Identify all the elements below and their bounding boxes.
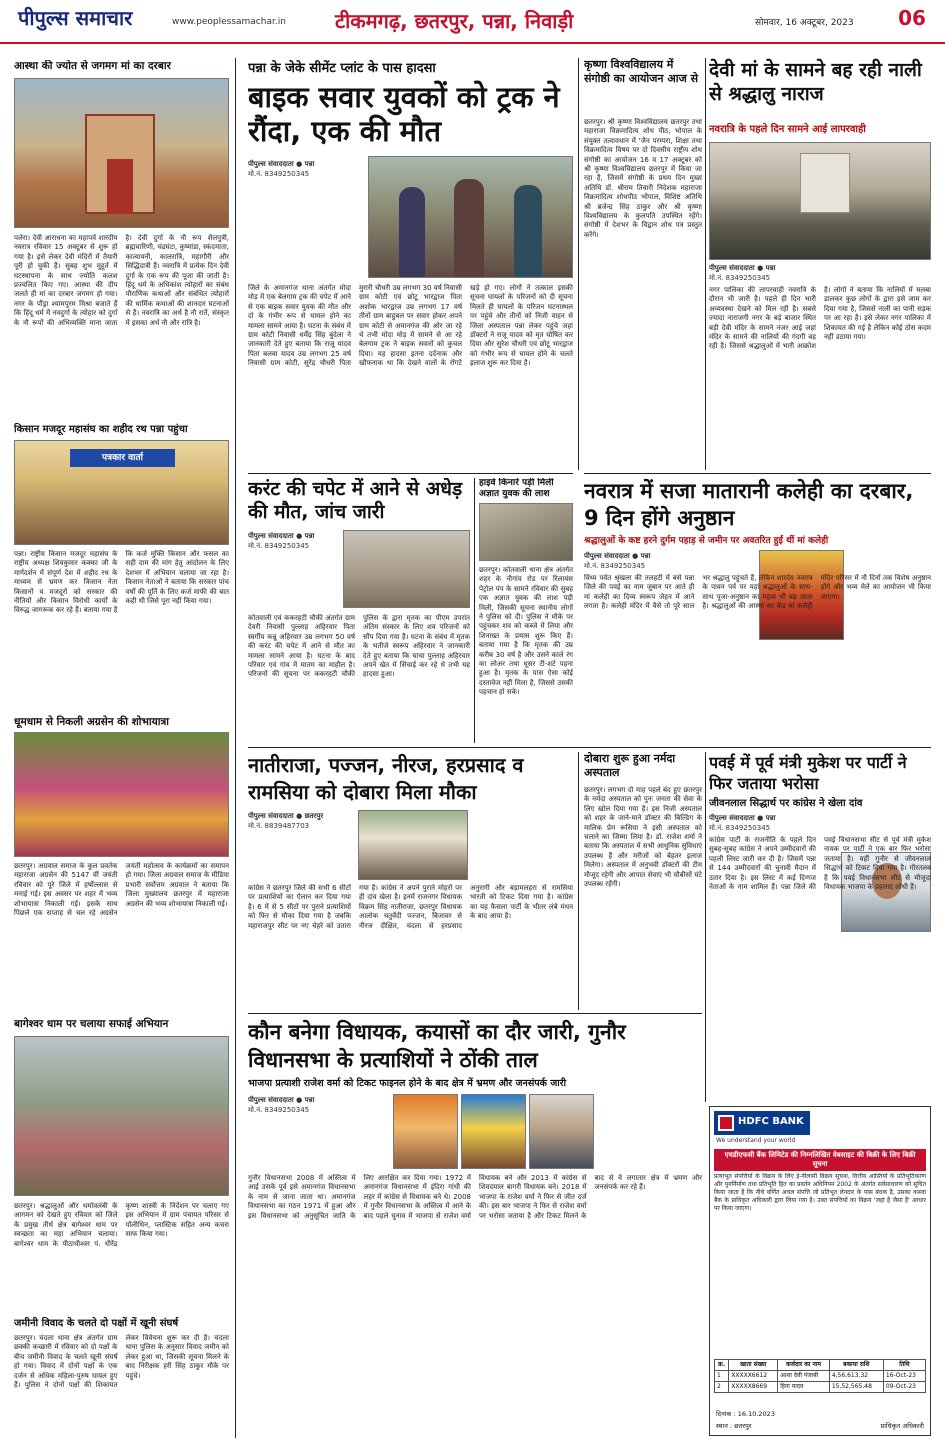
body-dispute: छतरपुर। चंदला थाना क्षेत्र अंतर्गत ग्राम छक्की कच्छारी में रविवार को दो पक्षों के बीच जमीनी विवाद के चलते खूनी संघर्ष हो गया। विवाद में दोनों पक्षों के एक दर्जन से अधिक महिला-पुरुष घायल हुए हैं। पुलिस ने दोनों पक्षों की शिकायत लेकर विवेचना शुरू कर दी है। चंदला थाना पुलिस के अनुसार विवाद जमीन को लेकर हुआ था, जिसकी सूचना मिलने के बाद निरीक्षक हरी सिंह ठाकुर मौके पर पहुंचे। [14, 1334, 229, 1390]
kalehi-story [584, 478, 931, 743]
divider-current [474, 478, 475, 743]
drain-body: नगर पालिका की लापरवाही नवरात्रि के दौरान भी जारी है। पहले ही दिन भारी अव्यवस्था देखने को मिल रही है। सबसे ज्यादा नाराजगी नगर के बड़े बाजार स्थित बड़ी देवी मंदिर के सामने नजर आई जहां मंदिर के सामने की नालियों की गंदगी बह रही है। जिससे श्रद्धालुओं में भारी आक्रोश है। लोगों ने बताया कि नालियों में मलबा डालकर कुछ लोगों के द्वारा इसे जाम कर दिया गया है, जिससे नाली का पानी सड़क पर आ रहा है। इसे लेकर नगर पालिका में शिकायत की गई है लेकिन कोई ठोस कदम नहीं उठाया गया। [709, 286, 931, 351]
guna-subhead: भाजपा प्रत्याशी राजेश वर्मा को टिकट फाइनल होने के बाद क्षेत्र में भ्रमण और जनसंपर्क जारी [248, 1078, 567, 1089]
ad-date: दिनांक : 16.10.2023 [716, 1410, 775, 1418]
pawai-headline: पवई में पूर्व मंत्री मुकेश पर पार्टी ने फिर जताया भरोसा [709, 753, 907, 793]
divider-col3 [578, 58, 579, 470]
drain-headline: देवी मां के सामने बह रही नाली से श्रद्धालु नाराज [709, 59, 922, 105]
body-bageshwar: छतरपुर। श्रद्धालुओं और धर्मावलंबी के आगमन को देखते हुए रविवार को जिले के प्रमुख तीर्थ क्षेत्र बागेश्वर धाम पर स्वच्छता का महा अभियान चलाया। बागेश्वर धाम के पीठाधीश्वर पं. धीरेंद्र कृष्ण शास्त्री के निर्देशन पर चलाए गए इस अभियान में ग्राम पंचायत परिसर से पॉलीथिन, प्लास्टिक सहित अन्य कचरा साफ किया गया। [14, 1202, 229, 1248]
ad-th-2: कर्जदार का नाम [778, 1360, 830, 1371]
tickets-story [248, 752, 573, 1010]
ad-signature: प्राधिकृत अधिकारी [880, 1422, 924, 1430]
ad-cell: 15,52,565.48 [829, 1382, 883, 1393]
ad-cell: 2 [715, 1382, 729, 1393]
photo-congress [358, 810, 468, 880]
ad-th-4: तिथि [883, 1360, 925, 1371]
krishna-headline: कृष्णा विश्वविद्यालय में संगोष्ठी का आयोजन आज से [584, 58, 698, 85]
lead-story [248, 58, 573, 470]
pawai-subhead: जीवनलाल सिद्धार्थ पर कांग्रेस ने खेला दांव [709, 798, 863, 809]
guna-body: गुनौर विधानसभा 2008 में अस्तित्व में आई उसके पूर्व इसे अमानगंज विधानसभा के नाम से जाना जाता था। अमानगंज विधानसभा का गठन 1971 में हुआ और इस विधानसभा को अनुसूचित जाति के लिए आरक्षित कर दिया गया। 1972 में अमानगंज विधानसभा में इंदिरा गांधी की लहर में कांग्रेस से विधायक बने थे। 2008 में गुनौर विधानसभा के अस्तित्व में आने के बाद पहले चुनाव में भाजपा से राजेश वर्मा विधायक बने और 2013 में कांग्रेस से शिवदयाल बागरी विधायक बने। 2018 में भाजपा के राजेश वर्मा ने फिर से जीत दर्ज की। इस बार भाजपा ने फिर से राजेश वर्मा पर भरोसा जताया है और टिकट मिलने के बाद से वे लगातार क्षेत्र में भ्रमण और जनसंपर्क कर रहे हैं। [248, 1174, 702, 1220]
krishna-story [584, 58, 702, 470]
kalehi-mobile: मो.नं. 8349250345 [584, 562, 646, 570]
drain-story [709, 58, 931, 470]
tickets-byline: पीपुल्स संवाददाता ● छतरपुर [248, 812, 324, 820]
current-headline: करंट की चपेट में आने से अधेड़ की मौत, जांच जारी [248, 478, 463, 523]
photo-candidate-1 [393, 1094, 458, 1169]
pawai-story [709, 752, 931, 1102]
headline-agrasen: धूमधाम से निकली अग्रसेन की शोभायात्रा [14, 716, 169, 728]
guna-mobile: मो.नं. 8349250345 [248, 1106, 310, 1114]
lead-kicker: पन्ना के जेके सीमेंट प्लांट के पास हादसा [248, 61, 436, 76]
table-row [715, 1382, 926, 1393]
guna-headline: कौन बनेगा विधायक, कयासों का दौर जारी, गुनौर विधानसभा के प्रत्याशियों ने ठोंकी ताल [248, 1020, 626, 1072]
current-body: कोतवाली एवं ककरहटी चौकी अंतर्गत ग्राम देवरी निवासी पुल्लाह अहिरवार पिता स्वर्गीय कन्नू अहिरवार उम्र लगभग 50 वर्ष की करंट की चपेट में आने से मौत का मामला सामने आया है। घटना के बाद परिवार एवं गांव में मातम का माहौल है। परिजनों की सूचना पर ककरहटी चौकी पुलिस के द्वारा मृतक का पीएम उपरांत अंतिम संस्कार के लिए शव परिजनों को सौंप दिया गया है। घटना के संबंध में मृतक के भतीजे स्वरूप अहिरवार ने जानकारी देते हुए बताया कि चाचा पुल्लाह अहिरवार अपने खेत में सिंचाई कर रहे थे तभी यह हादसा हुआ। [248, 614, 470, 679]
masthead [0, 0, 945, 44]
body-agrasen: छतरपुर। अग्रवाल समाज के कुल प्रवर्तक महाराजा अग्रसेन की 5147 वीं जयंती रविवार को पूरे जिले में हर्षोल्लास से मनाई गई। इस अवसर पर शहर में भव्य शोभायात्रा निकाली गई। इसके साथ पिछले एक सप्ताह से चल रहे अग्रसेन जयंती महोत्सव के कार्यक्रमों का समापन हो गया। जिला अग्रवाल समाज के मीडिया प्रभारी सर्वोत्तम अग्रवाल ने बताया कि जिला मुख्यालय छतरपुर में महाराजा अग्रसेन की भव्य शोभायात्रा निकाली गई। [14, 862, 229, 918]
ad-cell: आशा देवी पंजाबी [778, 1371, 830, 1382]
drain-subhead: नवरात्रि के पहले दिन सामने आई लापरवाही [709, 124, 866, 135]
headline-bageshwar: बागेश्वर धाम पर चलाया सफाई अभियान [14, 1018, 169, 1030]
hdfc-tagline: We understand your world [716, 1137, 796, 1144]
krishna-body: छतरपुर। श्री कृष्णा विश्वविद्यालय छतरपुर तथा महाराजा विक्रमादित्य शोध पीठ, भोपाल के संयुक्त तत्वावधान में 'जैन परम्परा, शिक्षा तथा विक्रमादित्य विषय पर दो दिवसीय राष्ट्रीय शोध संगोष्ठी का आयोजन 16 व 17 अक्टूबर को श्री कृष्णा विश्वविद्यालय छतरपुर में किया जा रहा है, जिसमें संगोष्ठी के प्रथम दिन मुख्य अतिथि डॉ. श्रीराम तिवारी निदेशक महाराजा विक्रमादित्य शोधपीठ भोपाल, विशिष्ट अतिथि श्री ब्रजेन्द्र सिंह ठाकुर और श्री कृष्णा विश्वविद्यालय के कुलपति उपस्थित रहेंगे। संगोष्ठी में देशभर के विद्वान शोध पत्र प्रस्तुत करेंगे। [584, 118, 702, 239]
divider-pawai [705, 752, 706, 1102]
ad-cell: XXXXX6612 [729, 1371, 778, 1382]
lead-byline: पीपुल्स संवाददाता ● पन्ना [248, 160, 315, 168]
ad-body: प्रत्याभूत संपत्तियों के विक्रय के लिए ई-नीलामी विक्रय सूचना, वित्तीय आस्तियों के प्रतिभूतिकरण और पुनर्निर्माण तथा प्रतिभूति हित का प्रवर्तन अधिनियम 2002 के अंतर्गत सर्वसाधारण को सूचित किया जाता है कि नीचे वर्णित अचल संपत्ति जो प्रतिभूत लेनदार के पास बंधक है, उसका कब्जा बैंक के प्राधिकृत अधिकारी द्वारा लिया गया है। उक्त संपत्तियों का विक्रय 'जहां है जैसा है' आधार पर किया जाएगा। [714, 1173, 926, 1212]
photo-candidate-2 [461, 1094, 526, 1169]
drain-mobile: मो.नं. 8349250345 [709, 274, 771, 282]
current-byline: पीपुल्स संवाददाता ● पन्ना [248, 532, 315, 540]
pawai-byline: पीपुल्स संवाददाता ● पन्ना [709, 814, 776, 822]
kalehi-subhead: श्रद्धालुओं के कष्ट हरने दुर्गम पहाड़ से जमीन पर अवतरित हुईं थीं मां कलेही [584, 536, 829, 546]
current-mobile: मो.नं. 8349250345 [248, 542, 310, 550]
drain-byline: पीपुल्स संवाददाता ● पन्ना [709, 264, 776, 272]
hdfc-logo-mark [718, 1115, 734, 1131]
photo-temple [14, 78, 229, 228]
logo: पीपुल्स समाचार [18, 6, 133, 30]
website: www.peoplessamachar.in [172, 17, 286, 27]
kalehi-byline: पीपुल्स संवाददाता ● पन्ना [584, 552, 651, 560]
kalehi-body: विंध्य पर्वत श्रृंखला की तलहटी में बसे पन्ना जिले की पवई का नाम जुबान पर आते ही मां कलेही का दिव्य स्वरूप जेहन में आने लगता है। कलेही मंदिर में वैसे तो पूरे साल भर श्रद्धालु पहुंचते हैं, लेकिन शारदेय नवरात्र के पावन पर्व पर यहां श्रद्धालुओं के साथ-साथ पूजा-अनुष्ठान का महत्व भी बढ़ जाता है। श्रद्धालुओं की आस्था का केंद्र मां कलेही मंदिर परिसर में नौ दिनों तक विशेष अनुष्ठान होंगे और भव्य मेले का आयोजन भी किया जाएगा। [584, 574, 931, 611]
hdfc-ad [709, 1106, 931, 1436]
kalehi-headline: नवरात्र में सजा मातारानी कलेही का दरबार, 9 दिन होंगे अनुष्ठान [584, 479, 914, 530]
ad-cell: 09-Oct-23 [883, 1382, 925, 1393]
lead-body: जिले के अमानगंज थाना अंतर्गत मोदा मोड़ में एक बेलगाम ट्रक की चपेट में आने से एक बाइक सवार युवक की मौत और दो के गंभीर रूप से घायल होने का मामला सामने आया है। घटना के संबंध में ग्राम कोटी निवासी धर्मेंद्र सिंह बुंदेला ने जानकारी देते हुए बताया कि राजू यादव पिता बलवा यादव उम्र लगभग 25 वर्ष निवासी ग्राम कोटी, सुरेंद्र चौधरी पिता मुरारी चौधरी उम्र लगभग 30 वर्ष निवासी ग्राम कोटी एवं छोटू भारद्वाज पिता अशोक भारद्वाज उम्र लगभग 17 वर्ष तीनों ग्राम बाहुबल पर सवार होकर अपने ग्राम कोटी से अमानगंज की ओर जा रहे थे तभी मोदा मोड़ में सामने से आ रहे बेलगाम ट्रक ने बाइक सवारों को कुचल दिया। यह हादसा इतना दर्दनाक और खौफनाक था कि देखने वालों के रोंगटे खड़े हो गए। लोगों ने तत्काल इसकी सूचना घायलों के परिजनों को दी सूचना मिलते ही घायलों के परिजन घटनास्थल पर पहुंचे और तीनों को निजी वाहन से जिला अस्पताल पन्ना लेकर पहुंचे जहां डॉक्टरों ने राजू यादव को मृत घोषित कर दिया और सुरेश चौधरी एवं छोटू भारद्वाज को गंभीर रूप से घायल होने के चलते इलाज शुरू कर दिया है। [248, 284, 573, 368]
headline-aastha: आस्था की ज्योत से जगमग मां का दरबार [14, 60, 171, 72]
divider-left [235, 58, 236, 1438]
temple-door [107, 159, 133, 214]
hospital-story [584, 752, 702, 1010]
photo-house [343, 530, 470, 608]
tickets-mobile: मो.नं. 8839487703 [248, 822, 310, 830]
ad-place: स्थान : छतरपुर [716, 1422, 752, 1430]
lead-mobile: मो.नं. 8349250345 [248, 170, 310, 178]
lead-headline: बाइक सवार युवकों को ट्रक ने रौंदा, एक की मौत [248, 80, 560, 148]
divider-guna-top [248, 1013, 702, 1014]
tickets-headline: नातीराजा, पज्जन, नीरज, हरप्रसाद व रामसिया को दोबारा मिला मौका [248, 753, 524, 804]
ad-cell: 4,56,613.32 [829, 1371, 883, 1382]
pawai-body: कांग्रेस पार्टी के राजनीति के पहले दिन सुबह-सुबह कांग्रेस ने अपने उम्मीदवारों की पहली लिस्ट जारी कर दी है। जिसमें पन्ना से 144 उम्मीदवारों की चुनावी मैदान में उतार दिया है। इस लिस्ट में कई दिग्गज नेताओं के नाम शामिल हैं। पन्ना जिले की पवई विधानसभा सीट से पूर्व मंत्री मुकेश नायक पर पार्टी ने एक बार फिर भरोसा जताया है। वहीं गुनौर से जीवनलाल सिद्धार्थ को टिकट दिया गया है। गौरतलब है कि पवई विधानसभा सीट से मौजूदा विधायक भाजपा के प्रहलाद लोधी हैं। [709, 836, 931, 892]
table-row [715, 1371, 926, 1382]
headline-dispute: जमीनी विवाद के चलते दो पक्षों में खूनी संघर्ष [14, 1318, 179, 1329]
ad-title: एचडीएफसी बैंक लिमिटेड की निम्नलिखित वेबसाइट की बिक्री के लिए बिक्री सूचना [714, 1149, 926, 1171]
body-aastha: पलेरा। देवी आराधना का महापर्व शारदीय नवरात्र रविवार 15 अक्टूबर से शुरू हो गया है। इसे लेकर देवी मंदिरों में तैयारी पूरी हो चुकी है। सुबह शुभ मुहूर्त में घटस्थापना के साथ ज्योति कलश प्रज्वलित किए गए। आस्था की दीप जलते ही मां का दरबार जगमग हो गया। नगर के पौंड्रा श्यामपुरम मिश्रा बजाते हैं कि हिंदू धर्म में नवदुर्गा के त्योहार को दुर्गा के नौ रूपों की अभिव्यक्ति माना जाता है। देवी दुर्गा के नौ रूप शैलपुत्री, ब्रह्मचारिणी, चंद्रघंटा, कुष्मांडा, स्कंदमाता, कात्यायनी, कालरात्रि, महागौरी और सिद्धिदात्री हैं। नवरात्रि में प्रत्येक दिन देवी दुर्गा के एक रूप की पूजा की जाती है। हिंदू धर्म के अधिकांश त्योहारों का संबंध पौराणिक कथाओं और संबंधित त्योहारों की धार्मिक कथाओं की शानदार घटनाओं से है। नवरात्रि का अर्थ है नौ रातें, संस्कृत में इसका अर्थ नौ और रात्रि है। [14, 234, 229, 327]
ad-table [714, 1359, 926, 1393]
tickets-body: कांग्रेस ने छतरपुर जिले की सभी 6 सीटों पर प्रत्याशियों का ऐलान कर दिया गया है। 6 में से 5 सीटों पर पुराने प्रत्याशियों को फिर से मौका दिया गया है जबकि महाराजपुर सीट पर नए चेहरे को उतारा गया है। कांग्रेस ने अपने पुराने मोहरों पर ही दांव खेला है। इनमें राजनगर विधायक विक्रम सिंह नातीराजा, छतरपुर विधायक आलोक चतुर्वेदी पज्जन, बिजावर से नीरज दीक्षित, चंदला से हरप्रसाद अनुरागी और बड़ामलहरा से रामसिया भारती को टिकट दिया गया है। कांग्रेस का यह फैसला पार्टी के भीतर लंबे मंथन के बाद आया है। [248, 884, 573, 930]
hdfc-brand: HDFC BANK [738, 1116, 804, 1127]
page-title: टीकमगढ़, छतरपुर, पन्ना, निवाड़ी [335, 9, 574, 33]
corpse-headline: हाइवे किनारे पड़ी मिली अज्ञात युवक की लाश [479, 478, 554, 499]
headline-kisan: किसान मजदूर महासंघ का शहीद रथ पन्ना पहुंचा [14, 424, 188, 435]
hospital-body: छतरपुर। लगभग दो माह पहले बंद हुए छतरपुर के नर्मदा अस्पताल को पुनः जनता की सेवा के लिए खोल दिया गया है। इस निजी अस्पताल को शहर के जाने-माने डॉक्टर की बिल्डिंग के मालिक प्रेम रूसिया ने इसी अस्पताल को चलाने का जिम्मा लिया है। डॉ. राजेश शर्मा ने बताया कि अस्पताल में सभी आधुनिक सुविधाएं उपलब्ध हैं और मरीजों को बेहतर इलाज मिलेगा। अस्पताल में अनुभवी डॉक्टरों की टीम मौजूद रहेगी और आपात सेवाएं भी चौबीसों घंटे उपलब्ध रहेंगी। [584, 786, 702, 889]
divider-lead-bottom [248, 473, 573, 474]
ad-cell: 16-Oct-23 [883, 1371, 925, 1382]
pawai-mobile: मो.नं. 8349250345 [709, 824, 771, 832]
ad-cell: हिना यादव [778, 1382, 830, 1393]
divider-mid-row [248, 747, 931, 748]
guna-story [248, 1018, 702, 1438]
photo-cleaning [14, 1036, 229, 1196]
photo-drain [709, 142, 931, 260]
guna-byline: पीपुल्स संवाददाता ● पन्ना [248, 1096, 315, 1104]
page-number: 06 [898, 6, 926, 30]
photo-press-meet [14, 440, 229, 545]
ad-th-0: क्र. [715, 1360, 729, 1371]
banner-press: पत्रकार वार्ता [70, 449, 175, 467]
divider-hospital [578, 752, 579, 1010]
ad-cell: XXXXX8669 [729, 1382, 778, 1393]
corpse-body: छतरपुर। कोतवाली थाना क्षेत्र अंतर्गत शहर के नौगांव रोड पर रिलायंस पेट्रोल पंप के सामने रविवार की सुबह एक अज्ञात युवक की लाश पड़ी मिली, जिसकी सूचना स्थानीय लोगों ने पुलिस को दी। पुलिस ने मौके पर पहुंचकर शव को कब्जे में लिया और शिनाख्त के प्रयास शुरू किए हैं। बताया गया है कि मृतक की उम्र करीब 30 वर्ष है और उसने काले रंग का लोअर तथा धूसर टी-शर्ट पहना हुआ है। मृतक के पास ऐसा कोई दस्तावेज नहीं मिला है, जिससे उसकी पहचान हो सके। [479, 566, 573, 697]
corpse-story [479, 478, 573, 743]
divider-right [705, 58, 706, 470]
photo-corpse [479, 503, 573, 561]
left-column [14, 60, 229, 1435]
ad-cell: 1 [715, 1371, 729, 1382]
temple-gate [800, 153, 850, 213]
photo-procession [14, 732, 229, 857]
ad-th-1: खाता संख्या [729, 1360, 778, 1371]
photo-candidate-3 [529, 1094, 594, 1169]
current-story [248, 478, 470, 743]
issue-date: सोमवार, 16 अक्टूबर, 2023 [755, 18, 854, 28]
hospital-headline: दोबारा शुरू हुआ नर्मदा अस्पताल [584, 752, 676, 779]
ad-th-3: बकाया राशि [829, 1360, 883, 1371]
divider-right-top [584, 473, 931, 474]
body-kisan: पन्ना। राष्ट्रीय किसान मजदूर महासंघ के राष्ट्रीय अध्यक्ष शिवकुमार कक्का जी के मार्गदर्शन में संपूर्ण देश में शहीद रथ के माध्यम से भ्रमण कर किसान नेता किसानों व मजदूरों को सरकार की नीतियों और किसान विरोधी कार्यों के विरुद्ध जागरूक कर रहे हैं। बताया गया है कि कर्ज मुक्ति किसान और फसल का सही दाम की मांग हेतु आंदोलन के लिए देशभर में अभियान चलाया जा रहा है। किसान नेताओं ने बताया कि सरकार पांच वर्षों की पूर्ति के लिए कर्ज माफी की बात कही थी जिसे पूरा नहीं किया गया। [14, 550, 229, 615]
